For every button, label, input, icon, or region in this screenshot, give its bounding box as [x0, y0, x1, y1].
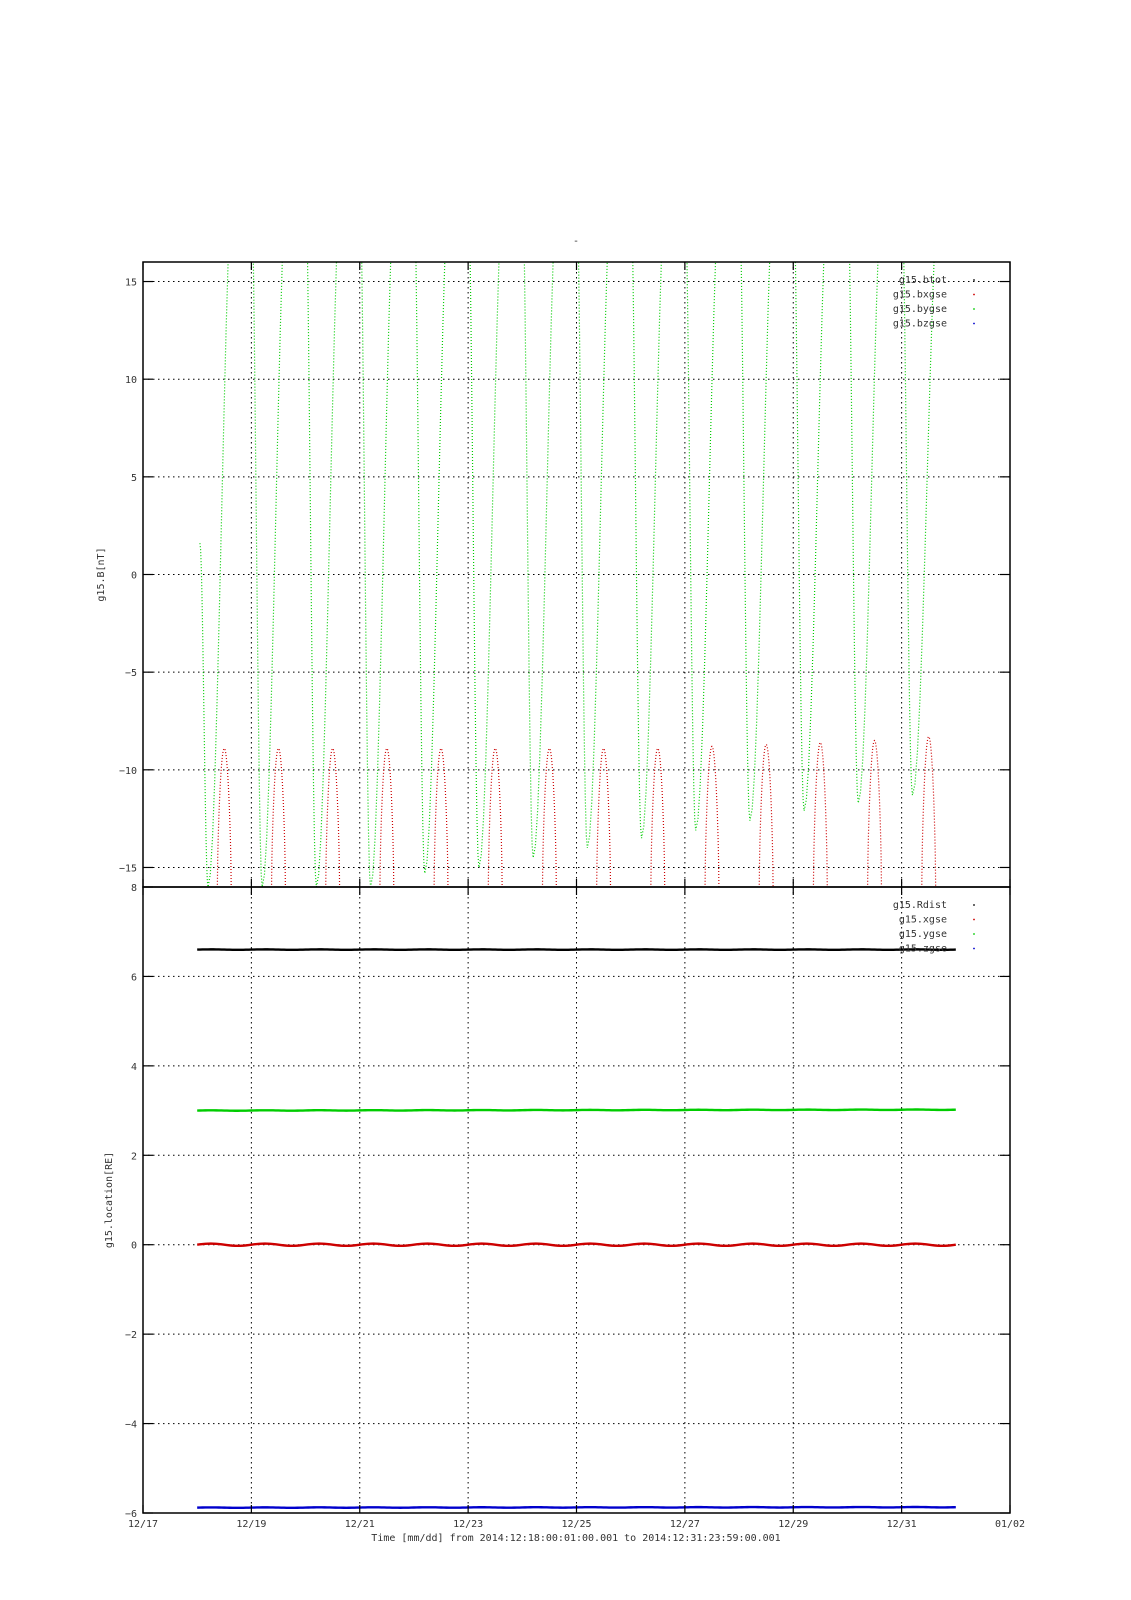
- y-tick-label: 5: [130, 472, 137, 484]
- series-line-g15-ygse: [197, 1110, 956, 1111]
- y-tick-label: 10: [124, 375, 137, 387]
- legend-label: g15.xgse: [898, 914, 947, 926]
- legend-label: g15.bygse: [892, 304, 947, 315]
- y-tick-label: −4: [124, 1419, 137, 1431]
- legend-marker: [973, 279, 975, 281]
- y-tick-label: −2: [124, 1330, 137, 1342]
- y-tick-label: 8: [130, 883, 137, 894]
- legend-marker: [973, 308, 975, 310]
- y-tick-label: 4: [130, 1061, 137, 1073]
- legend-marker: [973, 948, 975, 950]
- legend-label: g15.bxgse: [892, 289, 947, 301]
- x-tick-label: 12/27: [669, 1519, 700, 1530]
- legend-marker: [973, 933, 975, 935]
- x-tick-label: 12/19: [236, 1519, 267, 1530]
- legend-label: g15.btot: [898, 275, 947, 286]
- x-axis-label: Time [mm/dd] from 2014:12:18:00:01:00.001 to 2014:12:31:23:59:00.001: [371, 1533, 781, 1544]
- figure-title: -: [572, 236, 580, 247]
- x-tick-label: 12/25: [561, 1519, 592, 1530]
- y-tick-label: 0: [130, 570, 137, 582]
- x-tick-label: 12/17: [127, 1519, 159, 1530]
- x-tick-label: 12/23: [453, 1519, 484, 1530]
- x-tick-label: 12/31: [886, 1519, 917, 1530]
- y-tick-label: −10: [118, 765, 137, 777]
- location-y-axis-label: g15.location[RE]: [104, 1151, 115, 1249]
- y-tick-label: −5: [124, 668, 137, 680]
- legend-label: g15.zgse: [898, 943, 947, 955]
- y-tick-label: 6: [130, 972, 137, 984]
- legend-label: g15.Rdist: [892, 900, 947, 911]
- y-tick-label: −6: [124, 1509, 137, 1520]
- y-tick-label: 0: [130, 1240, 137, 1252]
- x-tick-label: 01/02: [994, 1519, 1026, 1530]
- x-tick-label: 12/29: [778, 1519, 809, 1530]
- legend-marker: [973, 904, 975, 906]
- x-axis-tick-labels: [128, 1519, 1025, 1530]
- legend-label: g15.ygse: [898, 929, 947, 940]
- legend-label: g15.bzgse: [892, 318, 947, 330]
- y-tick-label: 15: [124, 277, 137, 289]
- x-tick-label: 12/21: [344, 1519, 375, 1530]
- y-tick-label: 2: [130, 1151, 137, 1163]
- y-tick-label: −15: [118, 863, 137, 875]
- legend-marker: [973, 323, 975, 325]
- magnetic-field-y-axis-label: g15.B[nT]: [96, 547, 107, 602]
- legend-marker: [973, 919, 975, 921]
- legend-marker: [973, 294, 975, 296]
